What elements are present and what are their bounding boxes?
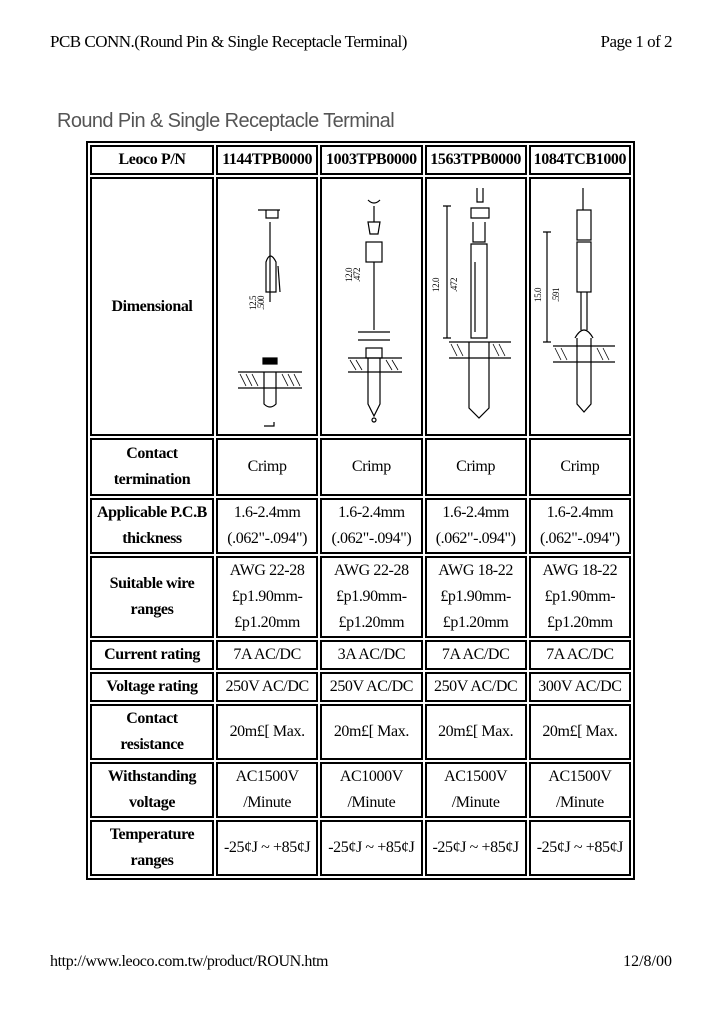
spec-value-cell xyxy=(320,640,422,670)
part-number-row xyxy=(90,145,631,175)
spec-row-label-line: voltage xyxy=(128,794,176,811)
spec-row-label-line: resistance xyxy=(120,736,184,753)
spec-value-line: /Minute xyxy=(347,794,396,811)
spec-value-cell xyxy=(216,704,318,760)
dimension-label: 12.5 xyxy=(248,295,258,310)
spec-row-label xyxy=(90,640,214,670)
dimension-label: .500 xyxy=(256,295,266,310)
spec-row-label-line: Current rating xyxy=(104,646,200,663)
spec-value-line: £p1.20mm xyxy=(338,614,405,631)
spec-value-line: AC1000V xyxy=(339,768,403,785)
spec-value-cell xyxy=(425,640,527,670)
part-number-label: Leoco P/N xyxy=(90,145,214,175)
spec-row xyxy=(90,762,631,818)
spec-value-line: AC1500V xyxy=(235,768,299,785)
spec-value-line: £p1.20mm xyxy=(547,614,613,631)
spec-value-cell xyxy=(529,672,631,702)
spec-value-cell xyxy=(425,672,527,702)
spec-value-line: £p1.90mm- xyxy=(336,588,407,605)
spec-value-cell xyxy=(529,556,631,638)
dimension-label: .472 xyxy=(448,277,459,292)
spec-value-line: Crimp xyxy=(247,458,287,475)
dimensional-label: Dimensional xyxy=(90,177,214,436)
spec-value-line: 7A AC/DC xyxy=(441,646,510,663)
spec-value-cell xyxy=(425,762,527,818)
spec-value-line: Crimp xyxy=(560,458,600,475)
spec-value-cell xyxy=(320,438,422,496)
spec-value-line: Crimp xyxy=(351,458,391,475)
spec-value-line: £p1.20mm xyxy=(234,614,300,631)
spec-value-cell xyxy=(425,820,527,876)
spec-row-label xyxy=(90,672,214,702)
spec-value-cell xyxy=(529,704,631,760)
spec-value-line: 250V AC/DC xyxy=(329,678,414,695)
dimension-label: .591 xyxy=(550,287,561,302)
spec-value-cell xyxy=(216,556,318,638)
spec-value-line: £p1.90mm- xyxy=(440,588,511,605)
spec-row-label-line: termination xyxy=(113,471,191,488)
spec-value-cell xyxy=(425,556,527,638)
spec-value-line: AWG 22-28 xyxy=(229,562,305,579)
dimension-label: 12.0 xyxy=(344,267,355,282)
spec-value-line: 1.6-2.4mm xyxy=(233,504,301,521)
spec-table xyxy=(86,141,635,880)
spec-value-line: 20m£[ Max. xyxy=(542,723,618,740)
spec-row-label xyxy=(90,498,214,554)
spec-value-line: (.062"-.094") xyxy=(331,530,412,547)
spec-row-label-line: Contact xyxy=(126,445,178,462)
spec-value-cell xyxy=(425,438,527,496)
spec-row xyxy=(90,640,631,670)
spec-value-line: £p1.90mm- xyxy=(544,588,616,605)
terminal-drawing-1003 xyxy=(322,182,422,432)
spec-row-label-line: Applicable P.C.B xyxy=(97,504,207,521)
spec-row-label-line: Suitable wire xyxy=(109,575,195,592)
spec-row-label xyxy=(90,762,214,818)
spec-value-line: 1.6-2.4mm xyxy=(338,504,405,521)
spec-value-line: AC1500V xyxy=(548,768,612,785)
spec-value-cell xyxy=(425,498,527,554)
spec-value-cell xyxy=(216,820,318,876)
spec-value-line: AWG 18-22 xyxy=(542,562,618,579)
spec-value-line: AC1500V xyxy=(444,768,508,785)
spec-row xyxy=(90,704,631,760)
terminal-drawing-1563 xyxy=(427,182,527,432)
spec-value-line: Crimp xyxy=(456,458,496,475)
spec-value-cell xyxy=(216,438,318,496)
spec-row-label-line: thickness xyxy=(122,530,182,547)
spec-value-line: 7A AC/DC xyxy=(546,646,614,663)
dimension-drawing-cell xyxy=(529,177,631,436)
part-number: 1144TPB0000 xyxy=(216,145,318,175)
spec-value-cell xyxy=(216,640,318,670)
spec-value-line: 250V AC/DC xyxy=(433,678,518,695)
spec-value-line: AWG 18-22 xyxy=(438,562,513,579)
dimension-drawing-cell xyxy=(216,177,318,436)
spec-value-cell xyxy=(320,820,422,876)
page-number: Page 1 of 2 xyxy=(600,32,672,51)
spec-row xyxy=(90,672,631,702)
spec-value-line: 250V AC/DC xyxy=(225,678,309,695)
spec-value-line: 1.6-2.4mm xyxy=(442,504,509,521)
spec-row-label-line: Temperature xyxy=(109,826,195,843)
document-title: Round Pin & Single Receptacle Terminal xyxy=(57,110,395,132)
dimension-label: 12.0 xyxy=(430,277,441,292)
spec-value-cell xyxy=(529,498,631,554)
dimension-drawing-cell xyxy=(320,177,422,436)
part-number: 1084TCB1000 xyxy=(529,145,631,175)
spec-value-line: 7A AC/DC xyxy=(233,646,301,663)
dimension-drawing-cell xyxy=(425,177,527,436)
spec-row xyxy=(90,556,631,638)
spec-value-cell xyxy=(216,498,318,554)
spec-row-label-line: Contact xyxy=(126,710,178,727)
spec-value-cell xyxy=(320,498,422,554)
spec-value-line: 3A AC/DC xyxy=(337,646,406,663)
spec-value-line: /Minute xyxy=(243,794,292,811)
spec-value-line: 20m£[ Max. xyxy=(229,723,305,740)
spec-value-line: 20m£[ Max. xyxy=(333,723,409,740)
terminal-drawing-1084 xyxy=(531,182,631,432)
spec-row xyxy=(90,498,631,554)
spec-value-line: -25¢J ~ +85¢J xyxy=(536,839,623,856)
spec-value-cell xyxy=(320,556,422,638)
dimension-label: 15.0 xyxy=(532,287,543,302)
spec-value-cell xyxy=(529,438,631,496)
spec-row-label-line: Withstanding xyxy=(107,768,197,785)
spec-value-line: (.062"-.094") xyxy=(435,530,516,547)
spec-value-cell xyxy=(529,820,631,876)
spec-value-line: 1.6-2.4mm xyxy=(546,504,614,521)
spec-value-line: /Minute xyxy=(555,794,604,811)
spec-value-line: -25¢J ~ +85¢J xyxy=(223,839,311,856)
spec-value-line: AWG 22-28 xyxy=(334,562,409,579)
spec-row xyxy=(90,438,631,496)
spec-value-line: £p1.90mm- xyxy=(231,588,303,605)
spec-value-cell xyxy=(320,704,422,760)
part-number: 1563TPB0000 xyxy=(425,145,527,175)
spec-row-label-line: ranges xyxy=(130,601,174,618)
spec-value-cell xyxy=(216,672,318,702)
spec-value-cell xyxy=(529,762,631,818)
spec-row-label xyxy=(90,438,214,496)
spec-value-line: £p1.20mm xyxy=(442,614,509,631)
spec-value-cell xyxy=(320,762,422,818)
page-header-title: PCB CONN.(Round Pin & Single Receptacle Terminal) xyxy=(50,32,407,51)
spec-value-line: /Minute xyxy=(451,794,500,811)
spec-value-line: 300V AC/DC xyxy=(538,678,622,695)
spec-row-label-line: Voltage rating xyxy=(106,678,198,695)
spec-value-cell xyxy=(425,704,527,760)
spec-value-line: 20m£[ Max. xyxy=(438,723,514,740)
spec-value-line: -25¢J ~ +85¢J xyxy=(328,839,415,856)
spec-row-label xyxy=(90,556,214,638)
spec-value-line: (.062"-.094") xyxy=(227,530,308,547)
dimensional-row xyxy=(90,177,631,436)
spec-row-label xyxy=(90,704,214,760)
terminal-drawing-1144 xyxy=(218,182,318,432)
spec-value-line: -25¢J ~ +85¢J xyxy=(432,839,519,856)
spec-row-label xyxy=(90,820,214,876)
footer-date: 12/8/00 xyxy=(623,953,672,970)
part-number: 1003TPB0000 xyxy=(320,145,422,175)
spec-value-cell xyxy=(529,640,631,670)
spec-value-line: (.062"-.094") xyxy=(539,530,620,547)
dimension-label: .472 xyxy=(352,267,363,282)
spec-row xyxy=(90,820,631,876)
spec-value-cell xyxy=(320,672,422,702)
footer-url: http://www.leoco.com.tw/product/ROUN.htm xyxy=(50,953,329,970)
spec-row-label-line: ranges xyxy=(130,852,174,869)
spec-value-cell xyxy=(216,762,318,818)
